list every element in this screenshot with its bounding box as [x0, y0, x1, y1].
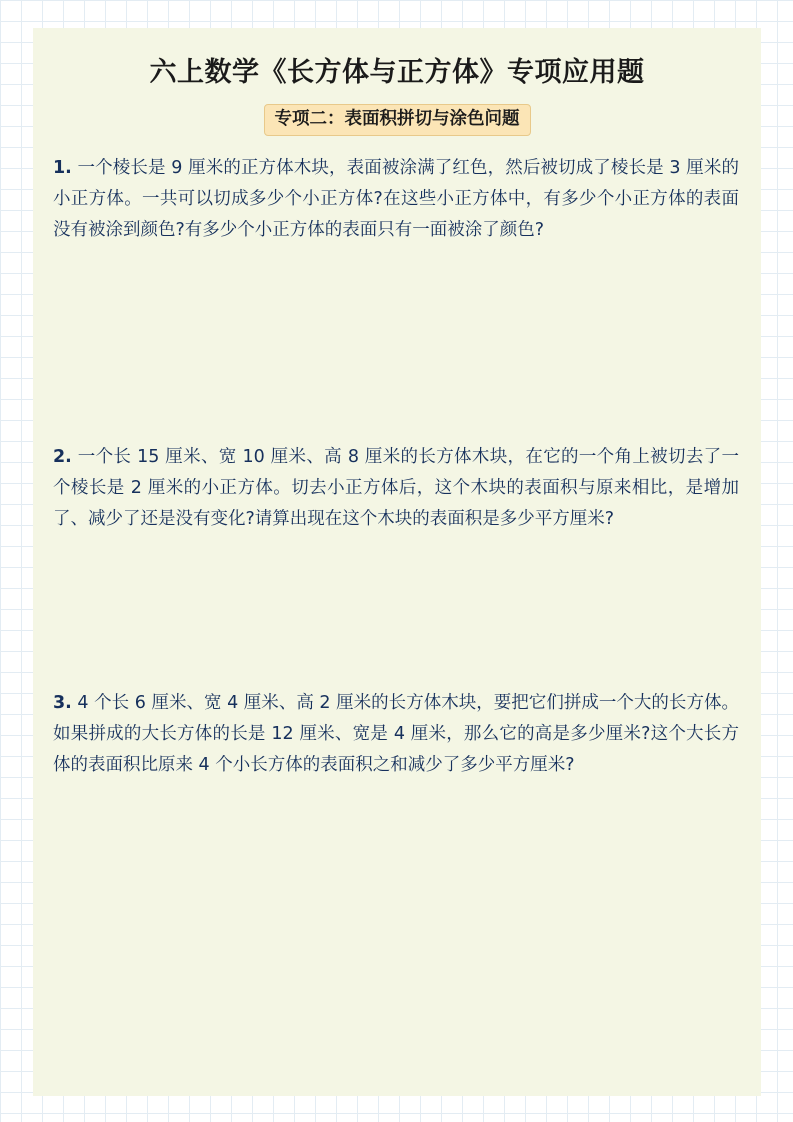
problem-item	[53, 153, 739, 246]
answer-space	[53, 552, 739, 670]
problem-item	[53, 688, 739, 781]
problem-text: 4 个长 6 厘米、宽 4 厘米、高 2 厘米的长方体木块，要把它们拼成一个大的长方体。如果拼成的大长方体的长是 12 厘米、宽是 4 厘米，那么它的高是多少厘米?这个大长方体的表面积比原来 4 个小长方体的表面积之和减少了多少平方厘米?	[53, 692, 739, 776]
problem-number: 3.	[53, 692, 72, 713]
page-title: 六上数学《长方体与正方体》专项应用题	[149, 57, 645, 88]
problem-text: 一个棱长是 9 厘米的正方体木块，表面被涂满了红色，然后被切成了棱长是 3 厘米的小正方体。一共可以切成多少个小正方体?在这些小正方体中，有多少个小正方体的表面没有被涂到颜色?有多少个小正方体的表面只有一面被涂了颜色?	[53, 158, 739, 241]
answer-space	[53, 799, 739, 809]
section-subtitle-badge: 专项二：表面积拼切与涂色问题	[264, 104, 531, 136]
answer-space	[53, 264, 739, 424]
worksheet-sheet	[33, 28, 761, 1096]
problem-number: 1.	[53, 158, 72, 179]
worksheet-content	[33, 28, 761, 809]
problem-list	[33, 153, 761, 809]
problem-item	[53, 442, 739, 535]
problem-number: 2.	[53, 446, 72, 467]
subtitle-container	[33, 104, 761, 136]
problem-text: 一个长 15 厘米、宽 10 厘米、高 8 厘米的长方体木块，在它的一个角上被切去了一个棱长是 2 厘米的小正方体。切去小正方体后，这个木块的表面积与原来相比，是增加了、减少了还是没有变化?请算出现在这个木块的表面积是多少平方厘米?	[53, 446, 739, 529]
